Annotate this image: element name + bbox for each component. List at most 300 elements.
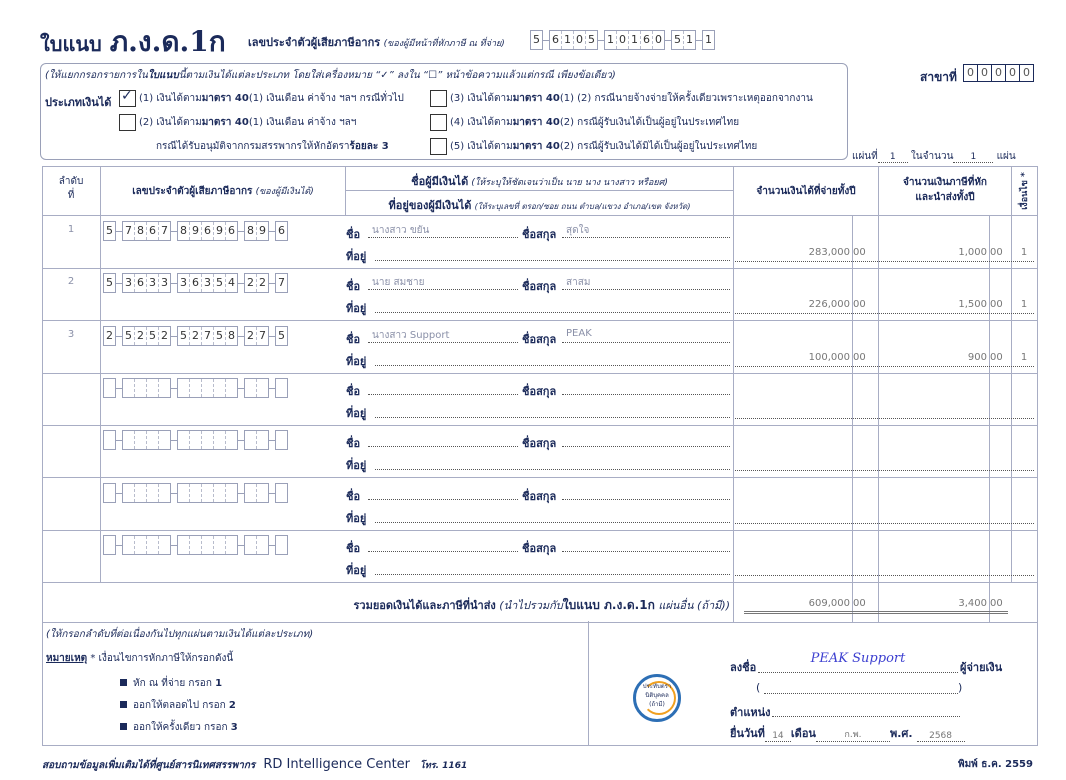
- branch-digit[interactable]: 0: [992, 65, 1006, 81]
- tin-digit-group[interactable]: [275, 483, 288, 503]
- tin-digit-group[interactable]: [177, 378, 238, 398]
- tax-int: 1,000: [958, 247, 987, 258]
- tin-digit[interactable]: 5: [533, 33, 540, 46]
- last-name-label: ชื่อสกุล: [522, 385, 557, 398]
- tin-digit[interactable]: 6: [147, 222, 159, 240]
- option-bold: มาตรา 40: [201, 117, 249, 128]
- first-name-label: ชื่อ: [346, 333, 361, 346]
- tin-digit[interactable]: 1: [605, 31, 617, 49]
- form-prefix: ใบแนบ: [40, 32, 102, 56]
- remark-item: [120, 720, 238, 735]
- tin-digit-group[interactable]: [177, 535, 238, 555]
- tin-digit[interactable]: [226, 536, 237, 554]
- option-bold: มาตรา 40: [512, 93, 560, 104]
- sheet-unit: แผ่น: [996, 151, 1016, 162]
- address-line[interactable]: [375, 417, 730, 418]
- tin-digit[interactable]: [104, 484, 115, 502]
- first-name-field[interactable]: นาย สมชาย: [372, 277, 425, 288]
- tin-digit[interactable]: 6: [641, 31, 653, 49]
- remark-text: * เงื่อนไขการหักภาษีให้กรอกดังนี้: [87, 653, 234, 664]
- remark-item-text: ออกให้ครั้งเดียว กรอก: [133, 722, 231, 733]
- header-condition: [1012, 168, 1036, 214]
- tin-digit[interactable]: [178, 536, 190, 554]
- tin-digit[interactable]: 2: [245, 274, 257, 292]
- payer-label: ผู้จ่ายเงิน: [960, 661, 1003, 674]
- of-label: ในจำนวน: [910, 151, 954, 162]
- tin-digit[interactable]: [123, 431, 135, 449]
- row-seq: 1: [67, 224, 75, 235]
- tin-digit[interactable]: 0: [574, 31, 586, 49]
- tin-digit-group[interactable]: [122, 326, 171, 346]
- tin-digit[interactable]: [245, 431, 257, 449]
- tin-digit-group[interactable]: [604, 30, 665, 50]
- tin-digit-group[interactable]: [244, 430, 269, 450]
- income-int: 226,000: [808, 299, 850, 310]
- position-label: ตำแหน่ง: [730, 706, 771, 719]
- total-sheets-field[interactable]: 1: [953, 152, 993, 163]
- tax-int: 900: [967, 352, 987, 363]
- tin-digit[interactable]: [245, 536, 257, 554]
- remark: [46, 651, 233, 666]
- row-tin-field[interactable]: [103, 273, 288, 293]
- tin-digit-group[interactable]: [103, 483, 116, 503]
- tin-digit[interactable]: [214, 536, 226, 554]
- tin-digit[interactable]: [159, 379, 170, 397]
- option-text: (1) เงินเดือน ค่าจ้าง ฯลฯ: [248, 117, 357, 128]
- tin-digit[interactable]: [276, 379, 287, 397]
- tin-digit[interactable]: 5: [214, 327, 226, 345]
- header-name-text: ชื่อผู้มีเงินได้: [411, 175, 469, 188]
- tin-digit[interactable]: [190, 379, 202, 397]
- row-tin-field[interactable]: [103, 483, 288, 503]
- remark-item-text: หัก ณ ที่จ่าย กรอก: [133, 678, 216, 689]
- total-underline: [744, 611, 1008, 614]
- row-tin-field[interactable]: [103, 535, 288, 555]
- square-bullet-icon: [120, 723, 127, 730]
- checkbox-checked-icon[interactable]: [119, 90, 136, 107]
- option-text: (1) เงินได้ตาม: [139, 93, 202, 104]
- first-name-label: ชื่อ: [346, 437, 361, 450]
- tin-digit-group[interactable]: [244, 221, 269, 241]
- tax-dec: 00: [990, 247, 1003, 258]
- tin-digit[interactable]: 6: [550, 31, 562, 49]
- year-field[interactable]: 2568: [917, 731, 965, 742]
- branch-digit[interactable]: 0: [964, 65, 978, 81]
- row-tin-field[interactable]: [103, 430, 288, 450]
- seal-text: (ถ้ามี): [649, 701, 665, 708]
- last-name-field[interactable]: สุดใจ: [566, 225, 590, 236]
- tin-digit[interactable]: [202, 484, 214, 502]
- tin-digit[interactable]: 8: [228, 329, 235, 342]
- tin-digit[interactable]: [123, 484, 135, 502]
- tin-digit[interactable]: [257, 484, 268, 502]
- tin-digit[interactable]: 5: [123, 327, 135, 345]
- first-name-label: ชื่อ: [346, 385, 361, 398]
- tin-digit[interactable]: [190, 536, 202, 554]
- option-text: (5) เงินได้ตาม: [450, 141, 513, 152]
- tin-digit[interactable]: 5: [106, 224, 113, 237]
- first-name-field[interactable]: นางสาว Support: [372, 330, 450, 341]
- first-name-line: [368, 394, 518, 395]
- tin-digit-group[interactable]: [122, 483, 171, 503]
- last-name-field[interactable]: สาสม: [566, 277, 591, 288]
- tin-digit[interactable]: 8: [178, 222, 190, 240]
- tin-digit[interactable]: [202, 431, 214, 449]
- tin-digit[interactable]: [276, 431, 287, 449]
- tin-digit-group[interactable]: [103, 378, 116, 398]
- last-name-line: [562, 342, 730, 343]
- header-seq-2: ที่: [67, 190, 75, 201]
- tin-digit[interactable]: 3: [147, 274, 159, 292]
- tin-digit[interactable]: [257, 536, 268, 554]
- income-type-label: ประเภทเงินได้: [45, 96, 112, 109]
- address-line[interactable]: [375, 469, 730, 470]
- total-tax-int: 3,400: [958, 598, 987, 609]
- row-seq: 2: [67, 276, 75, 287]
- amount-line: [735, 366, 1034, 367]
- checkbox-icon[interactable]: [430, 90, 447, 107]
- tin-digit[interactable]: 1: [705, 33, 712, 46]
- row-tin-field[interactable]: [103, 221, 288, 241]
- tin-digit[interactable]: [147, 431, 159, 449]
- header-address-note: (ให้ระบุเลขที่ ตรอก/ซอย ถนน ตำบล/แขวง อำเภอ/เขต จังหวัด): [474, 202, 691, 211]
- position-line[interactable]: [772, 716, 960, 717]
- income-int: 100,000: [808, 352, 850, 363]
- tin-digit[interactable]: 3: [161, 276, 168, 289]
- header-tin-note: (ของผู้มีเงินได้): [255, 187, 314, 197]
- tin-digit-group[interactable]: [275, 221, 288, 241]
- tin-digit[interactable]: 9: [214, 222, 226, 240]
- first-name-label: ชื่อ: [346, 490, 361, 503]
- tin-digit[interactable]: 6: [135, 274, 147, 292]
- first-name-line: [368, 551, 518, 552]
- intro-part-2: นี้ตามเงินได้แต่ละประเภท โดยใส่เครื่องหมาย “✓” ลงใน “☐” หน้าข้อความแล้วแต่กรณี เพียงข้อเดียว): [178, 70, 616, 81]
- last-name-line: [562, 446, 730, 447]
- amount-line: [735, 313, 1034, 314]
- tin-digit[interactable]: [214, 431, 226, 449]
- tin-digit[interactable]: 4: [228, 276, 235, 289]
- day-field[interactable]: 14: [765, 731, 791, 742]
- remark-item-code: 1: [215, 678, 223, 689]
- tin-digit-group[interactable]: [122, 221, 171, 241]
- tin-digit[interactable]: 3: [178, 274, 190, 292]
- tin-digit[interactable]: [226, 379, 237, 397]
- address-line[interactable]: [375, 260, 730, 261]
- income-option-1[interactable]: [119, 90, 404, 107]
- tin-digit[interactable]: [190, 484, 202, 502]
- condition-code: 1: [1020, 352, 1028, 363]
- amount-line: [735, 523, 1034, 524]
- remark-item: [120, 676, 222, 691]
- tin-digit-group[interactable]: [244, 483, 269, 503]
- signature-line: [758, 672, 958, 673]
- option-bold: มาตรา 40: [512, 117, 560, 128]
- tin-digit[interactable]: 5: [278, 329, 285, 342]
- address-line[interactable]: [375, 522, 730, 523]
- address-line[interactable]: [375, 574, 730, 575]
- tin-digit[interactable]: 2: [259, 276, 266, 289]
- tin-digit[interactable]: [123, 536, 135, 554]
- tin-digit[interactable]: 5: [672, 31, 684, 49]
- tin-digit-group[interactable]: [103, 221, 116, 241]
- amount-line: [735, 261, 1034, 262]
- branch-label: สาขาที่: [920, 70, 957, 84]
- tin-digit[interactable]: [226, 484, 237, 502]
- tin-digit[interactable]: [135, 431, 147, 449]
- tax-dec: 00: [990, 299, 1003, 310]
- tin-digit-group[interactable]: [103, 535, 116, 555]
- intro-part-1: (ให้แยกกรอกรายการใน: [45, 70, 148, 81]
- tin-digit[interactable]: [159, 431, 170, 449]
- tin-digit[interactable]: 9: [259, 224, 266, 237]
- tin-digit[interactable]: [135, 379, 147, 397]
- tin-digit-group[interactable]: [244, 378, 269, 398]
- header-tin: [101, 184, 345, 199]
- branch-digit[interactable]: 0: [1006, 65, 1020, 81]
- tin-digit-group[interactable]: [103, 326, 116, 346]
- form-title: [40, 20, 226, 64]
- checkbox-icon[interactable]: [119, 114, 136, 131]
- income-option-4[interactable]: [430, 114, 739, 131]
- remark-item-text: ออกให้ตลอดไป กรอก: [133, 700, 229, 711]
- option-text: (4) เงินได้ตาม: [450, 117, 513, 128]
- tin-digit[interactable]: 0: [617, 31, 629, 49]
- option-text: (2) กรณีผู้รับเงินได้มิได้เป็นผู้อยู่ในประเทศไทย: [559, 141, 758, 152]
- tin-digit[interactable]: 9: [190, 222, 202, 240]
- company-seal-icon: [633, 674, 681, 722]
- payer-tin-field[interactable]: [530, 30, 715, 50]
- tin-digit[interactable]: 6: [278, 224, 285, 237]
- footer-center-name: RD Intelligence Center: [263, 757, 411, 772]
- seal-text: ประทับตรา: [642, 683, 672, 690]
- total-income-dec: 00: [853, 598, 866, 609]
- tin-digit[interactable]: [214, 484, 226, 502]
- checkbox-icon[interactable]: [430, 114, 447, 131]
- tin-digit[interactable]: 6: [190, 274, 202, 292]
- tin-digit-group[interactable]: [177, 326, 238, 346]
- tin-digit[interactable]: [104, 379, 115, 397]
- amount-line: [735, 575, 1034, 576]
- tin-digit[interactable]: [104, 431, 115, 449]
- last-name-field[interactable]: PEAK: [566, 328, 592, 339]
- tin-digit[interactable]: 3: [123, 274, 135, 292]
- tin-digit[interactable]: 7: [259, 329, 266, 342]
- income-option-3[interactable]: [430, 90, 813, 107]
- tin-digit[interactable]: [202, 536, 214, 554]
- tin-digit-group[interactable]: [530, 30, 543, 50]
- tin-digit-group[interactable]: [244, 535, 269, 555]
- income-option-5[interactable]: [430, 138, 757, 155]
- month-field[interactable]: ก.พ.: [816, 727, 890, 742]
- tin-digit[interactable]: [178, 379, 190, 397]
- tin-digit[interactable]: 1: [562, 31, 574, 49]
- amount-line: [735, 418, 1034, 419]
- tin-digit[interactable]: 5: [214, 274, 226, 292]
- tin-digit-group[interactable]: [671, 30, 696, 50]
- tin-digit[interactable]: 2: [245, 327, 257, 345]
- instruction-intro: [45, 68, 616, 83]
- tin-digit[interactable]: [178, 431, 190, 449]
- last-name-label: ชื่อสกุล: [522, 228, 557, 241]
- tax-int: 1,500: [958, 299, 987, 310]
- first-name-line: [368, 446, 518, 447]
- tin-digit-group[interactable]: [122, 430, 171, 450]
- tin-digit[interactable]: [178, 484, 190, 502]
- last-name-line: [562, 499, 730, 500]
- year-label: พ.ศ.: [889, 727, 913, 740]
- tin-digit-group[interactable]: [122, 378, 171, 398]
- tin-digit[interactable]: [147, 379, 159, 397]
- tin-digit-group[interactable]: [275, 326, 288, 346]
- tin-digit[interactable]: [245, 484, 257, 502]
- header-name: [346, 172, 733, 190]
- tin-digit[interactable]: 8: [135, 222, 147, 240]
- remark-item-code: 2: [228, 700, 236, 711]
- tin-digit[interactable]: 7: [123, 222, 135, 240]
- tin-digit[interactable]: [135, 536, 147, 554]
- name-line[interactable]: [764, 693, 958, 694]
- footer-phone: โทร. 1161: [420, 761, 468, 771]
- tin-digit[interactable]: [276, 484, 287, 502]
- branch-field[interactable]: [963, 64, 1034, 82]
- address-label: ที่อยู่: [346, 302, 367, 315]
- tin-digit-group[interactable]: [122, 535, 171, 555]
- tin-digit[interactable]: [276, 536, 287, 554]
- sheet-number-field[interactable]: 1: [878, 152, 908, 163]
- tin-digit-group[interactable]: [122, 273, 171, 293]
- row-tin-field[interactable]: [103, 326, 288, 346]
- sheet-label: แผ่นที่: [852, 151, 878, 162]
- checkbox-icon[interactable]: [430, 138, 447, 155]
- tin-digit[interactable]: [135, 484, 147, 502]
- tin-digit[interactable]: 6: [228, 224, 235, 237]
- tin-digit-group[interactable]: [549, 30, 598, 50]
- tin-digit-group[interactable]: [177, 221, 238, 241]
- tin-digit[interactable]: 5: [147, 327, 159, 345]
- tin-digit[interactable]: [257, 379, 268, 397]
- tin-digit-group[interactable]: [177, 483, 238, 503]
- total-label: [100, 596, 730, 615]
- last-name-line: [562, 551, 730, 552]
- tin-digit-group[interactable]: [275, 378, 288, 398]
- tin-digit[interactable]: 7: [202, 327, 214, 345]
- header-address: [346, 196, 733, 214]
- tin-digit[interactable]: [104, 536, 115, 554]
- tin-digit-group[interactable]: [103, 430, 116, 450]
- tin-digit-group[interactable]: [103, 273, 116, 293]
- first-name-label: ชื่อ: [346, 542, 361, 555]
- tin-digit[interactable]: [159, 484, 170, 502]
- tin-digit[interactable]: 2: [190, 327, 202, 345]
- tin-digit-group[interactable]: [275, 273, 288, 293]
- filing-date: [730, 724, 965, 742]
- intro-bold: ใบแนบ: [147, 70, 179, 81]
- name-paren-open: (: [756, 681, 761, 694]
- branch-digit[interactable]: 0: [1023, 66, 1030, 79]
- tin-digit[interactable]: 1: [686, 33, 693, 46]
- address-label: ที่อยู่: [346, 564, 367, 577]
- tin-digit[interactable]: [190, 431, 202, 449]
- header-seq: [42, 175, 100, 203]
- tin-digit[interactable]: [123, 379, 135, 397]
- income-option-2[interactable]: [119, 114, 356, 131]
- condition-code: 1: [1020, 299, 1028, 310]
- payer-tin-label-text: เลขประจำตัวผู้เสียภาษีอากร: [248, 36, 381, 49]
- first-name-field[interactable]: นางสาว ขยัน: [372, 225, 430, 236]
- tin-digit[interactable]: 0: [655, 33, 662, 46]
- sheet-info: [852, 149, 1016, 164]
- last-name-line: [562, 394, 730, 395]
- tin-digit[interactable]: [202, 379, 214, 397]
- tin-digit[interactable]: 5: [178, 327, 190, 345]
- tin-digit[interactable]: 2: [106, 329, 113, 342]
- row-tin-field[interactable]: [103, 378, 288, 398]
- tin-digit[interactable]: 6: [202, 222, 214, 240]
- tin-digit-group[interactable]: [275, 430, 288, 450]
- address-line[interactable]: [375, 312, 730, 313]
- income-dec: 00: [853, 352, 866, 363]
- tin-digit[interactable]: 7: [278, 276, 285, 289]
- tin-digit[interactable]: 3: [202, 274, 214, 292]
- tin-digit-group[interactable]: [702, 30, 715, 50]
- tin-digit[interactable]: 2: [161, 329, 168, 342]
- header-tax-2: และนำส่งทั้งปี: [915, 192, 975, 203]
- square-bullet-icon: [120, 701, 127, 708]
- header-tin-text: เลขประจำตัวผู้เสียภาษีอากร: [132, 186, 253, 197]
- branch-digit[interactable]: 0: [978, 65, 992, 81]
- tin-digit-group[interactable]: [177, 273, 238, 293]
- remark-item-code: 3: [230, 722, 238, 733]
- month-label: เดือน: [790, 727, 816, 740]
- address-line[interactable]: [375, 365, 730, 366]
- tin-digit[interactable]: [245, 379, 257, 397]
- tin-digit[interactable]: 5: [106, 276, 113, 289]
- tin-digit[interactable]: [159, 536, 170, 554]
- tin-digit-group[interactable]: [244, 326, 269, 346]
- total-label-italic2: แผ่นอื่น (ถ้ามี)): [654, 599, 730, 612]
- signature-field[interactable]: PEAK Support: [810, 651, 906, 666]
- header-tax: [879, 175, 1011, 205]
- tin-digit[interactable]: [214, 379, 226, 397]
- last-name-label: ชื่อสกุล: [522, 437, 557, 450]
- date-label: ยื่นวันที่: [730, 727, 765, 740]
- option-text: (2) กรณีผู้รับเงินได้เป็นผู้อยู่ในประเทศไทย: [559, 117, 740, 128]
- tin-digit-group[interactable]: [275, 535, 288, 555]
- tin-digit[interactable]: [257, 431, 268, 449]
- tin-digit[interactable]: [147, 536, 159, 554]
- last-name-label: ชื่อสกุล: [522, 280, 557, 293]
- tin-digit-group[interactable]: [177, 430, 238, 450]
- header-condition-text: เงื่อนไข *: [1020, 172, 1031, 210]
- option-text: (3) เงินได้ตาม: [450, 93, 513, 104]
- header-address-text: ที่อยู่ของผู้มีเงินได้: [388, 199, 472, 212]
- total-label-bold2: ใบแนบ ภ.ง.ด.1ก: [562, 598, 655, 612]
- option-2-subtext: [156, 139, 389, 154]
- tax-dec: 00: [990, 352, 1003, 363]
- tin-digit[interactable]: 2: [135, 327, 147, 345]
- tin-digit-group[interactable]: [244, 273, 269, 293]
- option-sub-bold: ร้อยละ 3: [349, 141, 389, 152]
- address-label: ที่อยู่: [346, 512, 367, 525]
- tin-digit[interactable]: 1: [629, 31, 641, 49]
- first-name-line: [368, 499, 518, 500]
- tin-digit[interactable]: [226, 431, 237, 449]
- tin-digit[interactable]: 5: [588, 33, 595, 46]
- tin-digit[interactable]: 7: [161, 224, 168, 237]
- tin-digit[interactable]: [147, 484, 159, 502]
- tin-digit[interactable]: 8: [245, 222, 257, 240]
- income-dec: 00: [853, 299, 866, 310]
